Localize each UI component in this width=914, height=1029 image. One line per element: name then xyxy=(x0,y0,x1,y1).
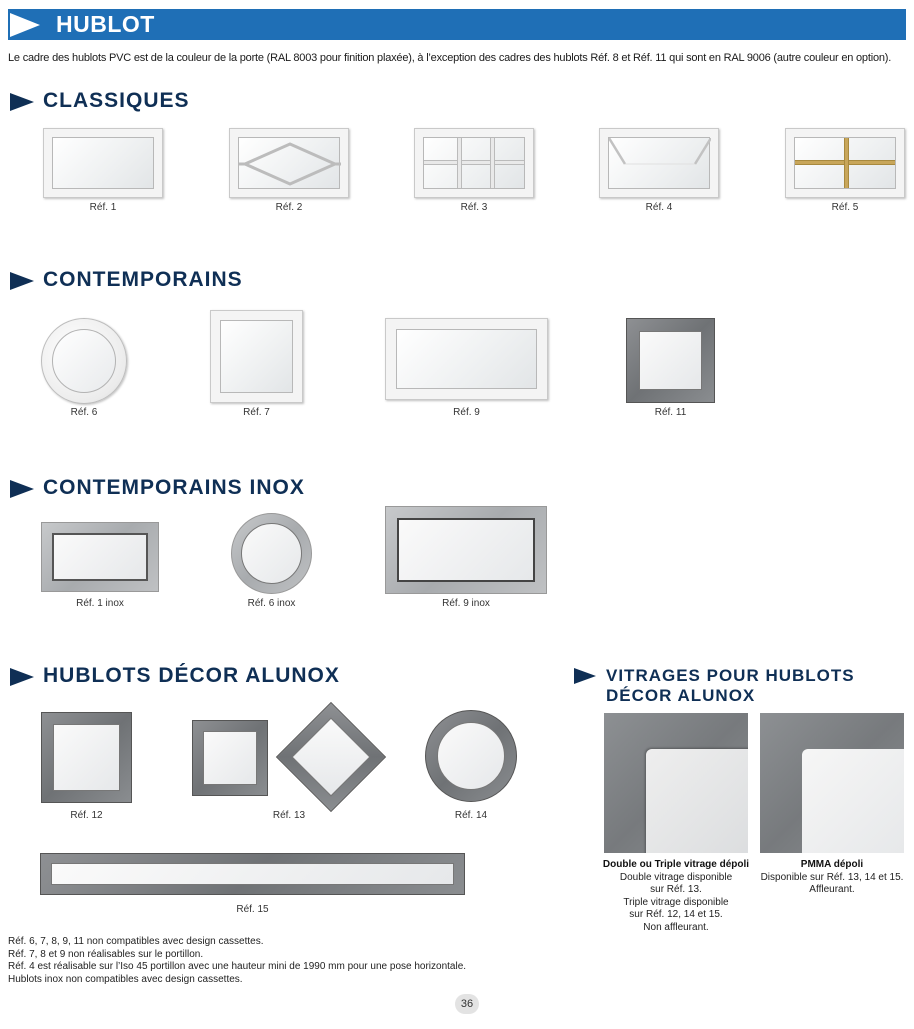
window-ref-3 xyxy=(414,128,534,198)
section-title-vitrages xyxy=(606,666,855,706)
glass1-line: Double vitrage disponible xyxy=(619,871,733,883)
caption-ref-5: Réf. 5 xyxy=(831,202,859,213)
window-ref-13-square xyxy=(192,720,268,796)
section-title-alunox: HUBLOTS DÉCOR ALUNOX xyxy=(43,664,340,687)
window-ref-6-inox xyxy=(231,513,312,594)
glass1-title: Double ou Triple vitrage dépoli xyxy=(602,859,750,870)
section-arrow-icon xyxy=(574,668,596,684)
glass-sample-pmma xyxy=(760,713,904,853)
window-ref-14 xyxy=(425,710,517,802)
glass1-line: sur Réf. 12, 14 et 15. xyxy=(629,909,723,920)
section-arrow-icon xyxy=(10,668,34,686)
section-title-contemporains: CONTEMPORAINS xyxy=(43,268,243,291)
window-ref-12 xyxy=(41,712,132,803)
caption-ref-9-inox: Réf. 9 inox xyxy=(442,598,490,609)
intro-text: Le cadre des hublots PVC est de la couleur de la porte (RAL 8003 pour finition plaxée), à l’exception des cadres des hublots Réf. 8 et Réf. 11 qui sont en RAL 9006 (autre couleur en option). xyxy=(8,52,892,64)
corner-muntin-icon xyxy=(609,138,711,190)
vitrages-title-line2: DÉCOR ALUNOX xyxy=(606,686,756,705)
caption-ref-11: Réf. 11 xyxy=(654,407,687,418)
glass2-line: Affleurant. xyxy=(809,884,855,895)
glass2-description xyxy=(752,859,912,897)
section-title-classiques: CLASSIQUES xyxy=(43,89,190,112)
window-ref-1 xyxy=(43,128,163,198)
caption-ref-1: Réf. 1 xyxy=(89,202,117,213)
glass1-line: Non affleurant. xyxy=(643,921,709,933)
footnote: Réf. 7, 8 et 9 non réalisables sur le portillon. xyxy=(8,948,204,960)
window-ref-7 xyxy=(210,310,303,403)
glass1-description xyxy=(596,859,756,934)
caption-ref-9: Réf. 9 xyxy=(453,407,480,418)
caption-ref-12: Réf. 12 xyxy=(70,810,103,821)
window-ref-1-inox xyxy=(41,522,159,592)
window-ref-13-diamond xyxy=(276,702,386,812)
window-ref-11 xyxy=(626,318,715,403)
diamond-muntin-icon xyxy=(239,138,341,190)
caption-ref-6-inox: Réf. 6 inox xyxy=(247,598,296,609)
window-ref-6 xyxy=(41,318,127,404)
footnotes xyxy=(8,936,466,986)
section-arrow-icon xyxy=(10,272,34,290)
caption-ref-15: Réf. 15 xyxy=(236,904,269,915)
caption-ref-6: Réf. 6 xyxy=(70,407,98,418)
window-ref-15 xyxy=(40,853,465,895)
vitrages-title-line1: VITRAGES POUR HUBLOTS xyxy=(606,666,855,685)
section-arrow-icon xyxy=(10,480,34,498)
glass1-line: sur Réf. 13. xyxy=(650,884,702,895)
glass-sample-dépoli xyxy=(604,713,748,853)
window-ref-9 xyxy=(385,318,548,400)
caption-ref-2: Réf. 2 xyxy=(275,202,303,213)
chevron-right-icon xyxy=(10,13,40,37)
caption-ref-13: Réf. 13 xyxy=(272,810,306,821)
window-ref-5 xyxy=(785,128,905,198)
footnote: Hublots inox non compatibles avec design cassettes. xyxy=(8,973,243,985)
caption-ref-7: Réf. 7 xyxy=(243,407,270,418)
page-number: 36 xyxy=(455,994,479,1014)
glass1-line: Triple vitrage disponible xyxy=(623,896,729,908)
window-ref-4 xyxy=(599,128,719,198)
footnote: Réf. 4 est réalisable sur l’Iso 45 portillon avec une hauteur mini de 1990 mm pour une pose horizontale. xyxy=(8,961,467,972)
glass2-line: Disponible sur Réf. 13, 14 et 15. xyxy=(760,871,904,883)
caption-ref-1-inox: Réf. 1 inox xyxy=(76,598,124,609)
footnote: Réf. 6, 7, 8, 9, 11 non compatibles avec design cassettes. xyxy=(8,936,264,947)
glass2-title: PMMA dépoli xyxy=(800,859,864,870)
caption-ref-4: Réf. 4 xyxy=(645,202,673,213)
section-title-inox: CONTEMPORAINS INOX xyxy=(43,476,305,499)
caption-ref-14: Réf. 14 xyxy=(454,810,488,821)
caption-ref-3: Réf. 3 xyxy=(460,202,488,213)
page-title: HUBLOT xyxy=(56,11,155,37)
window-ref-9-inox xyxy=(385,506,547,594)
window-ref-2 xyxy=(229,128,349,198)
section-arrow-icon xyxy=(10,93,34,111)
